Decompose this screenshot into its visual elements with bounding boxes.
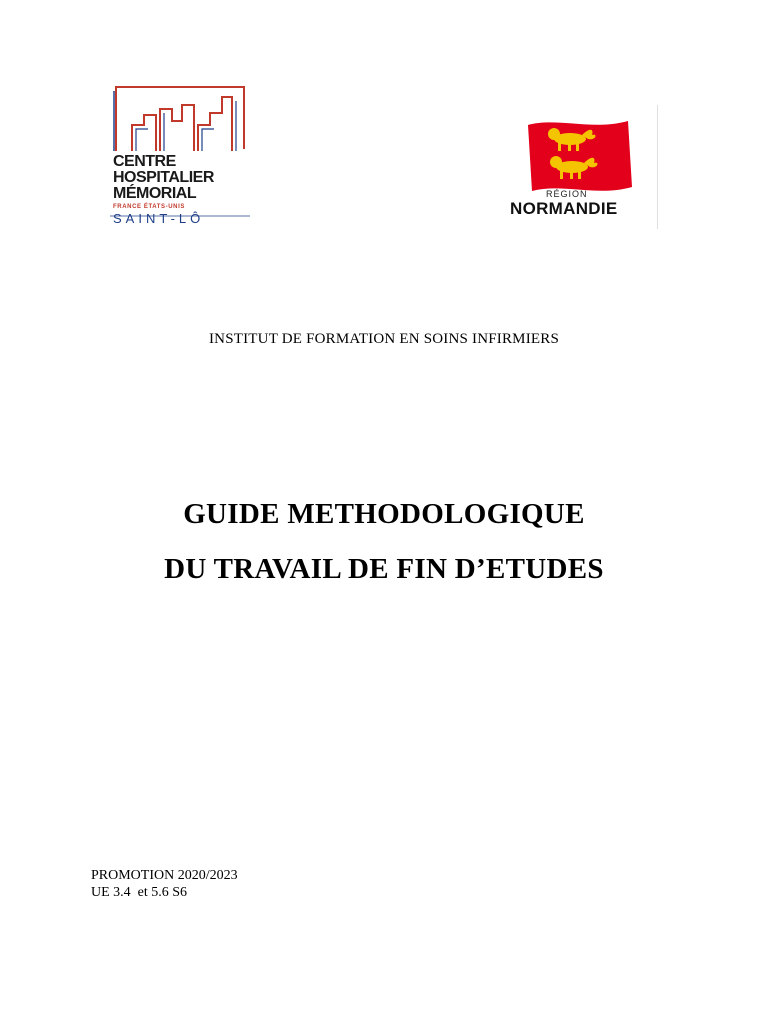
- hospital-logo-line-4: FRANCE ÉTATS-UNIS: [113, 204, 185, 210]
- institute-name: INSTITUT DE FORMATION EN SOINS INFIRMIERS: [208, 331, 560, 347]
- document-title-line-2: DU TRAVAIL DE FIN D’ETUDES: [164, 553, 604, 585]
- region-label: RÉGION: [546, 189, 588, 199]
- ue-text: UE 3.4 et 5.6 S6: [91, 885, 188, 900]
- document-title-line-1: GUIDE METHODOLOGIQUE: [183, 498, 585, 530]
- hospital-logo-line-5: SAINT-LÔ: [113, 211, 205, 226]
- promotion-text: PROMOTION 2020/2023: [91, 868, 238, 883]
- hospital-logo-line-3: MÉMORIAL: [113, 185, 197, 202]
- region-normandie-logo: [502, 105, 658, 229]
- region-name: NORMANDIE: [510, 199, 618, 218]
- promotion-info: [91, 867, 238, 901]
- hospital-logo-line-1: CENTRE: [113, 153, 176, 170]
- hospital-logo-line-2: HOSPITALIER: [113, 169, 214, 186]
- centre-hospitalier-logo: [110, 85, 250, 230]
